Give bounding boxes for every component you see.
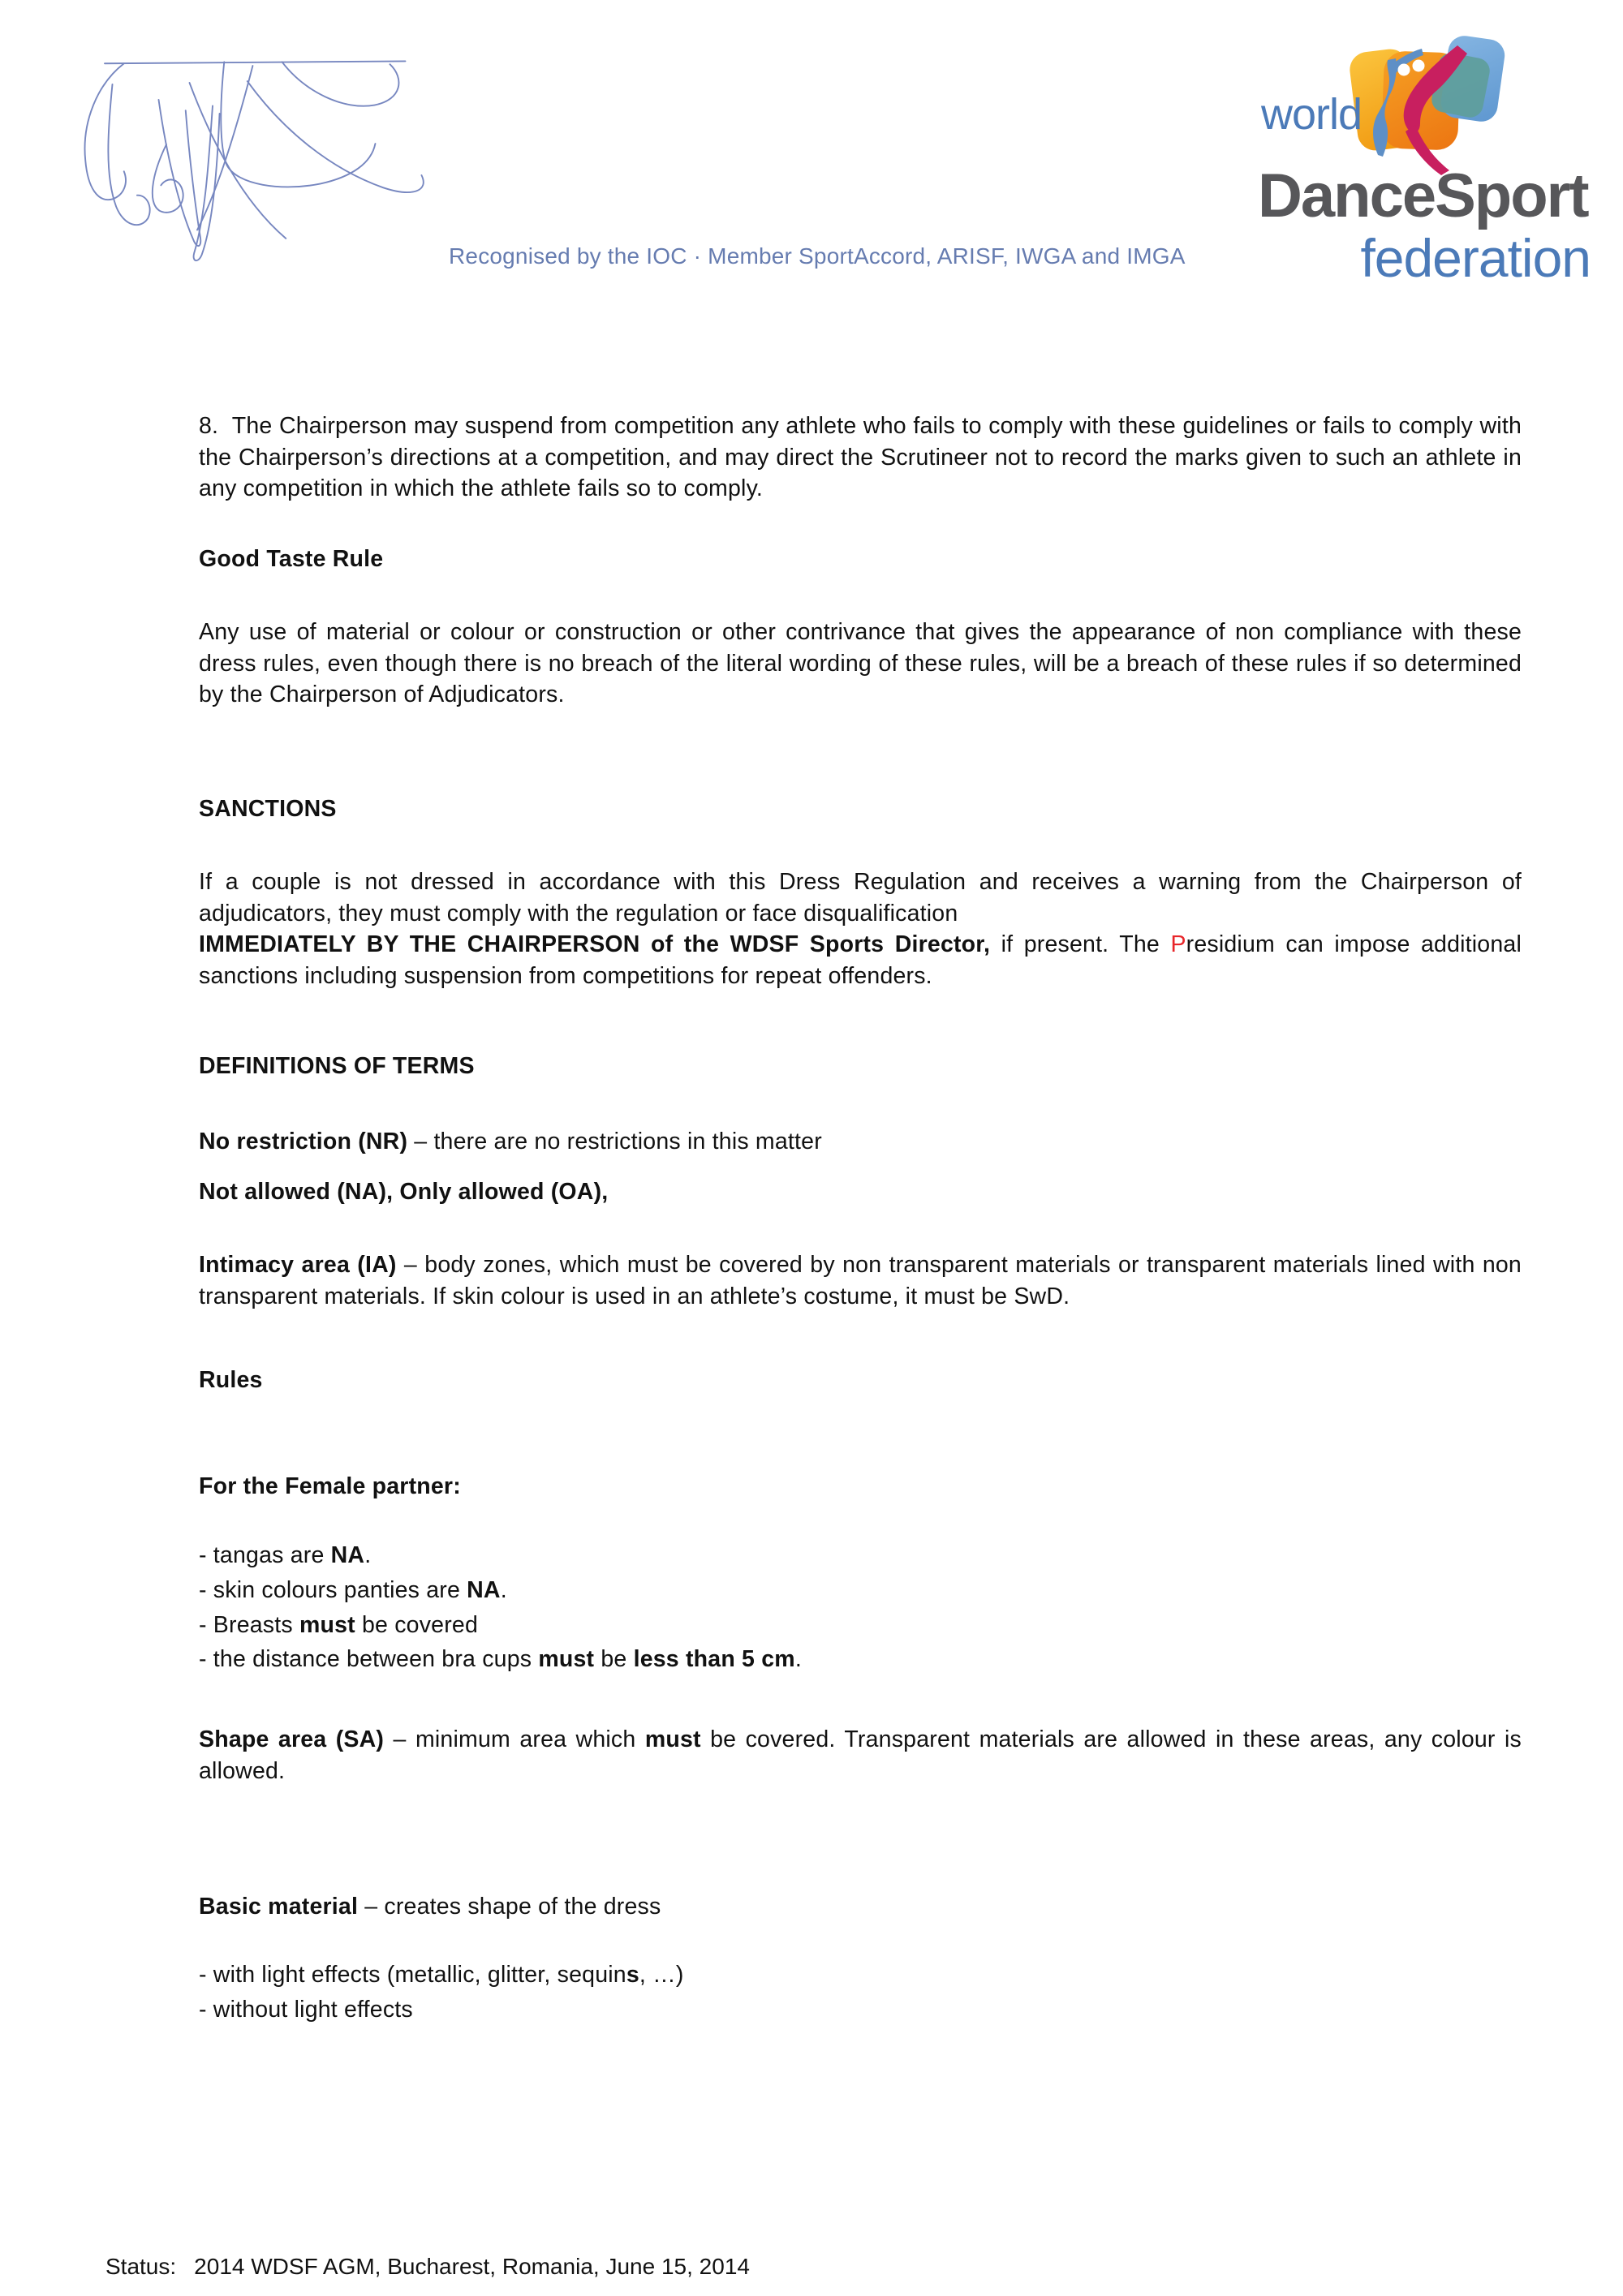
- status-label: Status:: [105, 2254, 177, 2279]
- text-segment: Any use of material or colour or construction or other contrivance that gives the appearance of non compliance with these dress rules, even though there is no breach of the literal wording of these rules, will be a breach of these rules if so determined by the Chairperson of Adjudicators.: [199, 619, 1522, 707]
- text-segment: DEFINITIONS OF TERMS: [199, 1053, 475, 1079]
- text-segment: residium can impose additional sanctions including suspension from competitions for repeat offenders.: [199, 931, 1522, 989]
- ioc-recognition-tagline: Recognised by the IOC · Member SportAccord, ARISF, IWGA and IMGA: [449, 243, 1186, 269]
- text-segment: s: [626, 1962, 639, 1988]
- list-item-with-light-effects: [199, 1959, 1522, 1991]
- text-segment: , …): [639, 1962, 684, 1988]
- signature-scribble-icon: [45, 37, 442, 268]
- heading-good-taste-rule: [199, 544, 1522, 575]
- text-segment: – creates shape of the dress: [358, 1894, 661, 1920]
- text-segment: SANCTIONS: [199, 796, 337, 822]
- text-segment: IMMEDIATELY BY THE CHAIRPERSON of the WDSF Sports Director,: [199, 931, 991, 957]
- list-item-without-light-effects: [199, 1994, 1522, 2026]
- text-segment: - with light effects (metallic, glitter, sequin: [199, 1962, 626, 1988]
- text-segment: For the Female partner:: [199, 1473, 461, 1499]
- line-not-allowed: [199, 1176, 1522, 1208]
- status-line: [105, 2254, 750, 2280]
- text-segment: Intimacy area (IA): [199, 1252, 397, 1278]
- text-segment: - skin colours panties are: [199, 1577, 467, 1603]
- text-segment: NA: [330, 1542, 365, 1568]
- heading-sanctions: [199, 793, 1522, 825]
- text-segment: must: [538, 1646, 595, 1672]
- line-basic-material: [199, 1891, 1522, 1923]
- heading-for-female-partner: [199, 1471, 1522, 1503]
- paragraph-good-taste: [199, 617, 1522, 711]
- text-segment: .: [794, 1646, 802, 1672]
- text-segment: be: [594, 1646, 634, 1672]
- text-segment: NA: [467, 1577, 501, 1603]
- text-segment: be covered: [355, 1612, 478, 1638]
- text-segment: Rules: [199, 1367, 263, 1393]
- text-segment: be covered. Transparent materials are allowed in these areas, any colour is allowed.: [199, 1726, 1522, 1784]
- paragraph-sanctions-bold: [199, 929, 1522, 991]
- text-segment: - tangas are: [199, 1542, 331, 1568]
- text-segment: must: [644, 1726, 701, 1752]
- text-segment: 8. The Chairperson may suspend from competition any athlete who fails to comply with these guidelines or fails to comply with the Chairperson’s directions at a competition, and may direct the Scrutineer not to record the marks given to such an athlete in any competition in which the athlete fails so to comply.: [199, 413, 1522, 501]
- line-no-restriction: [199, 1126, 1522, 1158]
- text-segment: - without light effects: [199, 1997, 413, 2023]
- text-segment: – body zones, which must be covered by non transparent materials or transparent materials lined with non transparent materials. If skin colour is used in an athlete’s costume, it must be SwD.: [199, 1252, 1522, 1309]
- paragraph-shape-area: [199, 1724, 1522, 1786]
- text-segment: .: [364, 1542, 372, 1568]
- list-item-bra-cups: [199, 1644, 1522, 1675]
- list-item-tangas: [199, 1540, 1522, 1572]
- text-segment: If a couple is not dressed in accordance with this Dress Regulation and receives a warning from the Chairperson of adjudicators, they must comply with the regulation or face disqualification: [199, 869, 1522, 927]
- text-segment: - the distance between bra cups: [199, 1646, 539, 1672]
- text-segment: Good Taste Rule: [199, 546, 384, 572]
- text-segment: – minimum area which: [384, 1726, 645, 1752]
- paragraph-intimacy-area: [199, 1249, 1522, 1312]
- text-segment: No restriction (NR): [199, 1129, 408, 1154]
- text-segment: must: [299, 1612, 355, 1638]
- paragraph-rule-8: [199, 411, 1522, 505]
- text-segment: Not allowed (NA), Only allowed (OA),: [199, 1179, 609, 1205]
- list-item-breasts: [199, 1610, 1522, 1641]
- text-segment: - Breasts: [199, 1612, 299, 1638]
- text-segment: less than 5 cm: [633, 1646, 795, 1672]
- text-segment: P: [1170, 931, 1186, 957]
- text-segment: Shape area (SA): [199, 1726, 385, 1752]
- list-item-skin-colour-panties: [199, 1575, 1522, 1606]
- logo-word-federation: federation: [1360, 228, 1591, 288]
- status-value: 2014 WDSF AGM, Bucharest, Romania, June 15, 2014: [194, 2254, 750, 2279]
- heading-definitions-of-terms: [199, 1051, 1522, 1082]
- wdsf-logo: [1250, 32, 1591, 288]
- text-segment: .: [500, 1577, 507, 1603]
- logo-word-world: world: [1261, 90, 1363, 139]
- text-segment: – there are no restrictions in this matter: [407, 1129, 822, 1154]
- logo-word-dancesport: DanceSport: [1258, 161, 1588, 230]
- heading-rules: [199, 1365, 1522, 1396]
- text-segment: if present. The: [990, 931, 1171, 957]
- paragraph-sanctions-intro: [199, 866, 1522, 929]
- text-segment: Basic material: [199, 1894, 359, 1920]
